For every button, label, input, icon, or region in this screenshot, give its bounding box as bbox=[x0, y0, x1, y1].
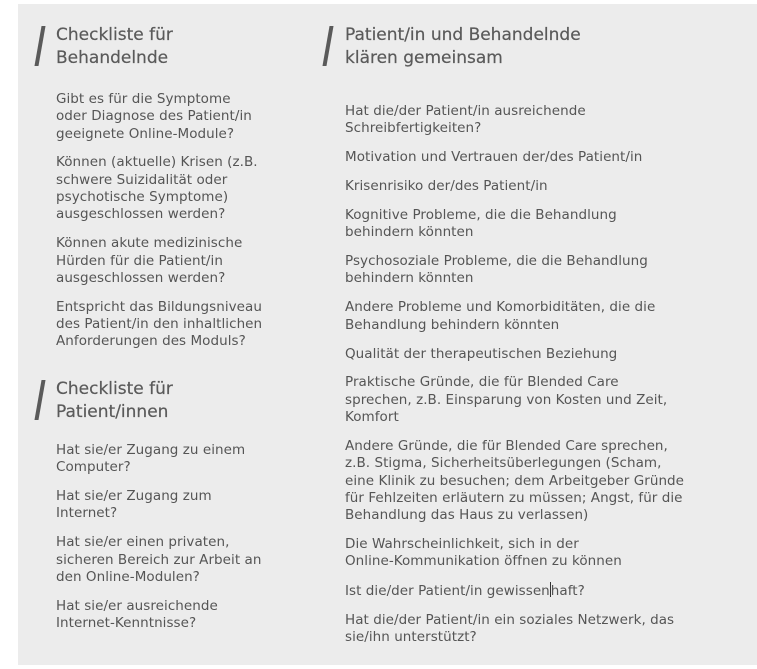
list-item: Motivation und Vertrauen der/des Patient/in bbox=[345, 149, 643, 166]
item-text-part: Ist die/der Patient/in gewissen bbox=[345, 583, 550, 600]
list-behandelnde bbox=[18, 91, 308, 351]
list-item: Hat sie/er Zugang zum Internet? bbox=[56, 488, 212, 522]
list-item: Hat die/der Patient/in ausreichende Schreibfertigkeiten? bbox=[345, 103, 586, 137]
list-item: Gibt es für die Symptome oder Diagnose des Patient/in geeignete Online-Module? bbox=[56, 91, 252, 142]
item-text-part: haft? bbox=[550, 583, 585, 600]
list-item: Praktische Gründe, die für Blended Care sprechen, z.B. Einsparung von Kosten und Zeit, Komfort bbox=[345, 374, 668, 426]
slash-mark bbox=[34, 26, 45, 66]
list-item: Hat sie/er ausreichende Internet-Kenntnisse? bbox=[56, 597, 218, 632]
list-patienten bbox=[18, 442, 308, 632]
list-gemeinsam bbox=[308, 103, 753, 647]
section-gemeinsam bbox=[308, 24, 753, 658]
list-item: Andere Gründe, die für Blended Care sprechen, z.B. Stigma, Sicherheitsüberlegungen (Scham, eine Klinik zu besuchen; dem Arbeitgeber Gründe für Fehlzeiten erläutern zu müssen; Angst, für die Behandlung das Haus zu verlassen) bbox=[345, 437, 685, 524]
list-item: Hat sie/er einen privaten, sicheren Bereich zur Arbeit an den Online-Modulen? bbox=[56, 534, 262, 585]
section-patienten bbox=[18, 378, 308, 644]
list-item: Krisenrisiko der/des Patient/in bbox=[345, 178, 548, 195]
list-item: Hat sie/er Zugang zu einem Computer? bbox=[56, 442, 246, 476]
list-item: Können akute medizinische Hürden für die Patient/in ausgeschlossen werden? bbox=[56, 235, 243, 286]
heading-behandelnde: Checkliste für Behandelnde bbox=[18, 24, 308, 70]
list-item: Qualität der therapeutischen Beziehung bbox=[345, 345, 618, 362]
slash-mark bbox=[322, 26, 333, 66]
list-item: Können (aktuelle) Krisen (z.B. schwere Suizidalität oder psychotische Symptome) ausgeschlossen werden? bbox=[56, 154, 258, 223]
slash-mark bbox=[34, 380, 45, 420]
list-item: Die Wahrscheinlichkeit, sich in der Online-Kommunikation öffnen zu können bbox=[345, 535, 622, 570]
list-item: Kognitive Probleme, die die Behandlung behindern könnten bbox=[345, 206, 617, 241]
list-item: Hat die/der Patient/in ein soziales Netzwerk, das sie/ihn unterstützt? bbox=[345, 612, 675, 646]
section-behandelnde bbox=[18, 24, 308, 362]
heading-patienten: Checkliste für Patient/innen bbox=[18, 378, 308, 424]
heading-gemeinsam: Patient/in und Behandelnde klären gemeinsam bbox=[308, 24, 753, 70]
list-item-gewissenhaft bbox=[308, 582, 753, 600]
list-item: Andere Probleme und Komorbiditäten, die die Behandlung behindern könnten bbox=[345, 299, 656, 333]
checklist-panel bbox=[18, 4, 757, 665]
list-item: Psychosoziale Probleme, die die Behandlung behindern könnten bbox=[345, 253, 648, 287]
list-item: Entspricht das Bildungsniveau des Patient/in den inhaltlichen Anforderungen des Moduls? bbox=[56, 298, 263, 350]
